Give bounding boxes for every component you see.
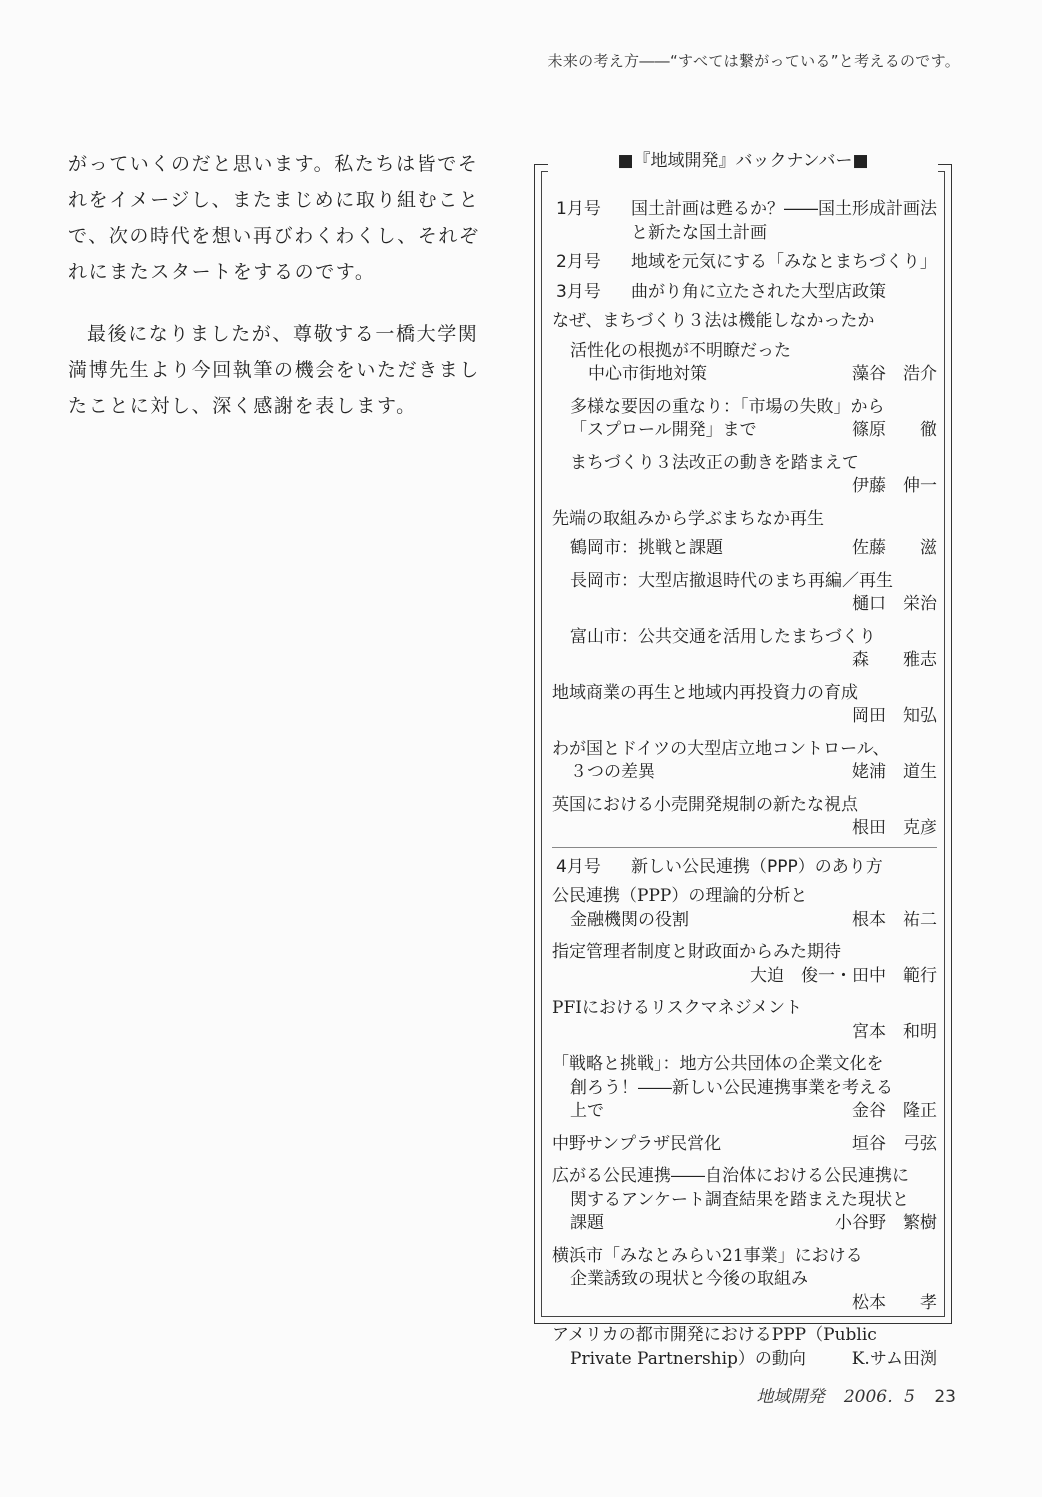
article-author: 宮本 和明 — [852, 1021, 937, 1042]
body-text — [68, 146, 498, 450]
article-author: 根本 祐二 — [852, 909, 937, 930]
article-item — [552, 794, 937, 841]
article-title: 「戦略と挑戦」：地方公共団体の企業文化を — [552, 1054, 884, 1074]
article-title: 公民連携（PPP）の理論的分析と — [552, 886, 808, 906]
article-title: まちづくり３法改正の動きを踏まえて — [570, 452, 859, 473]
article-title: 指定管理者制度と財政面からみた期待 — [552, 942, 841, 962]
article-title: 英国における小売開発規制の新たな視点 — [552, 794, 858, 815]
article-title: 課題 — [570, 1213, 604, 1233]
page-footer — [742, 1382, 956, 1407]
article-item — [552, 997, 937, 1044]
article-title: 横浜市「みなとみらい21事業」における — [552, 1245, 863, 1266]
article-author: 金谷 隆正 — [852, 1101, 937, 1121]
article-item — [552, 1053, 937, 1124]
footer-date: 2006．5 — [843, 1387, 915, 1407]
article-author: 篠原 徹 — [852, 420, 937, 440]
article-title: わが国とドイツの大型店立地コントロール、 — [552, 738, 890, 759]
section-heading: なぜ、まちづくり３法は機能しなかったか — [552, 311, 875, 331]
issue-title: 曲がり角に立たされた大型店政策 — [631, 281, 886, 302]
article-title: 富山市：公共交通を活用したまちづくり — [570, 626, 876, 647]
article-item — [552, 1165, 937, 1236]
body-paragraph-1: がっていくのだと思います。私たちは皆でそれをイメージし、またまじめに取り組むことで、次の時代を想い再びわくわくし、それぞれにまたスタートをするのです。 — [68, 153, 480, 283]
issue-number: 4月号 — [556, 856, 601, 877]
article-title: Private Partnership）の動向 — [570, 1348, 806, 1369]
issue-number: 3月号 — [556, 281, 601, 302]
article-author: 岡田 知弘 — [852, 706, 937, 726]
article-item — [552, 570, 937, 617]
article-item — [552, 885, 937, 932]
article-author: 垣谷 弓弦 — [852, 1133, 937, 1154]
issue-title: 国土計画は甦るか？――国土形成計画法と新たな国土計画 — [631, 199, 937, 243]
article-author: K.サム田渕 — [851, 1348, 937, 1369]
article-item — [552, 941, 937, 988]
article-author: 伊藤 伸一 — [852, 476, 937, 496]
issue-jan — [552, 198, 937, 245]
article-title: 中野サンプラザ民営化 — [552, 1133, 722, 1154]
article-item — [552, 537, 937, 561]
article-title: 金融機関の役割 — [570, 909, 689, 930]
body-paragraph-2: 最後になりましたが、尊敬する一橋大学関満博先生より今回執筆の機会をいただきましたことに対し、深く感謝を表します。 — [68, 323, 481, 417]
article-author: 藻谷 浩介 — [852, 364, 937, 384]
article-item — [552, 340, 937, 387]
page-number: 23 — [934, 1387, 956, 1407]
article-item — [552, 1245, 937, 1316]
issue-title: 新しい公民連携（PPP）のあり方 — [631, 856, 883, 877]
article-author: 佐藤 滋 — [852, 538, 937, 558]
article-author: 姥浦 道生 — [852, 762, 937, 782]
article-author: 根田 克彦 — [852, 818, 937, 838]
article-title: 地域商業の再生と地域内再投資力の育成 — [552, 682, 858, 703]
issue-title: 地域を元気にする「みなとまちづくり」 — [631, 252, 937, 272]
article-title: PFIにおけるリスクマネジメント — [552, 998, 803, 1018]
running-header: 未来の考え方――“すべては繋がっている”と考えるのです。 — [547, 52, 960, 70]
article-author: 小谷野 繁樹 — [835, 1213, 937, 1233]
footer-journal: 地域開発 — [756, 1387, 825, 1407]
article-item — [552, 682, 937, 729]
issue-mar — [552, 281, 937, 305]
article-title: 中心市街地対策 — [588, 364, 707, 384]
article-title: 活性化の根拠が不明瞭だった — [570, 340, 791, 361]
article-title: 関するアンケート調査結果を踏まえた現状と — [570, 1189, 909, 1210]
article-item — [552, 396, 937, 443]
issue-apr — [552, 856, 937, 880]
article-item — [552, 626, 937, 673]
issue-number: 1月号 — [556, 199, 601, 219]
article-item — [552, 1133, 937, 1157]
article-item — [552, 738, 937, 785]
backnumber-list — [552, 198, 937, 1371]
article-title: 多様な要因の重なり：「市場の失敗」から — [570, 396, 885, 417]
issue-divider — [552, 847, 937, 848]
article-title: ３つの差異 — [570, 762, 655, 782]
article-title: 「スプロール開発」まで — [570, 420, 757, 440]
section-heading: 先端の取組みから学ぶまちなか再生 — [552, 508, 824, 529]
article-title: 広がる公民連携――自治体における公民連携に — [552, 1166, 909, 1186]
article-item — [552, 452, 937, 499]
article-item — [552, 1324, 937, 1371]
article-title: 創ろう！――新しい公民連携事業を考える — [570, 1077, 893, 1098]
article-title: 上で — [570, 1101, 604, 1121]
article-author: 大迫 俊一・田中 範行 — [750, 965, 937, 986]
article-title: アメリカの都市開発におけるPPP（Public — [552, 1325, 877, 1345]
issue-number: 2月号 — [556, 252, 601, 272]
article-author: 樋口 栄治 — [852, 594, 937, 614]
article-title: 長岡市：大型店撤退時代のまち再編／再生 — [570, 570, 893, 591]
article-title: 鶴岡市：挑戦と課題 — [570, 538, 723, 558]
issue-feb — [552, 251, 937, 275]
article-author: 松本 孝 — [852, 1292, 937, 1313]
backnumber-title: ■『地域開発』バックナンバー■ — [548, 146, 938, 176]
article-title: 企業誘致の現状と今後の取組み — [570, 1269, 808, 1289]
article-author: 森 雅志 — [852, 650, 937, 670]
